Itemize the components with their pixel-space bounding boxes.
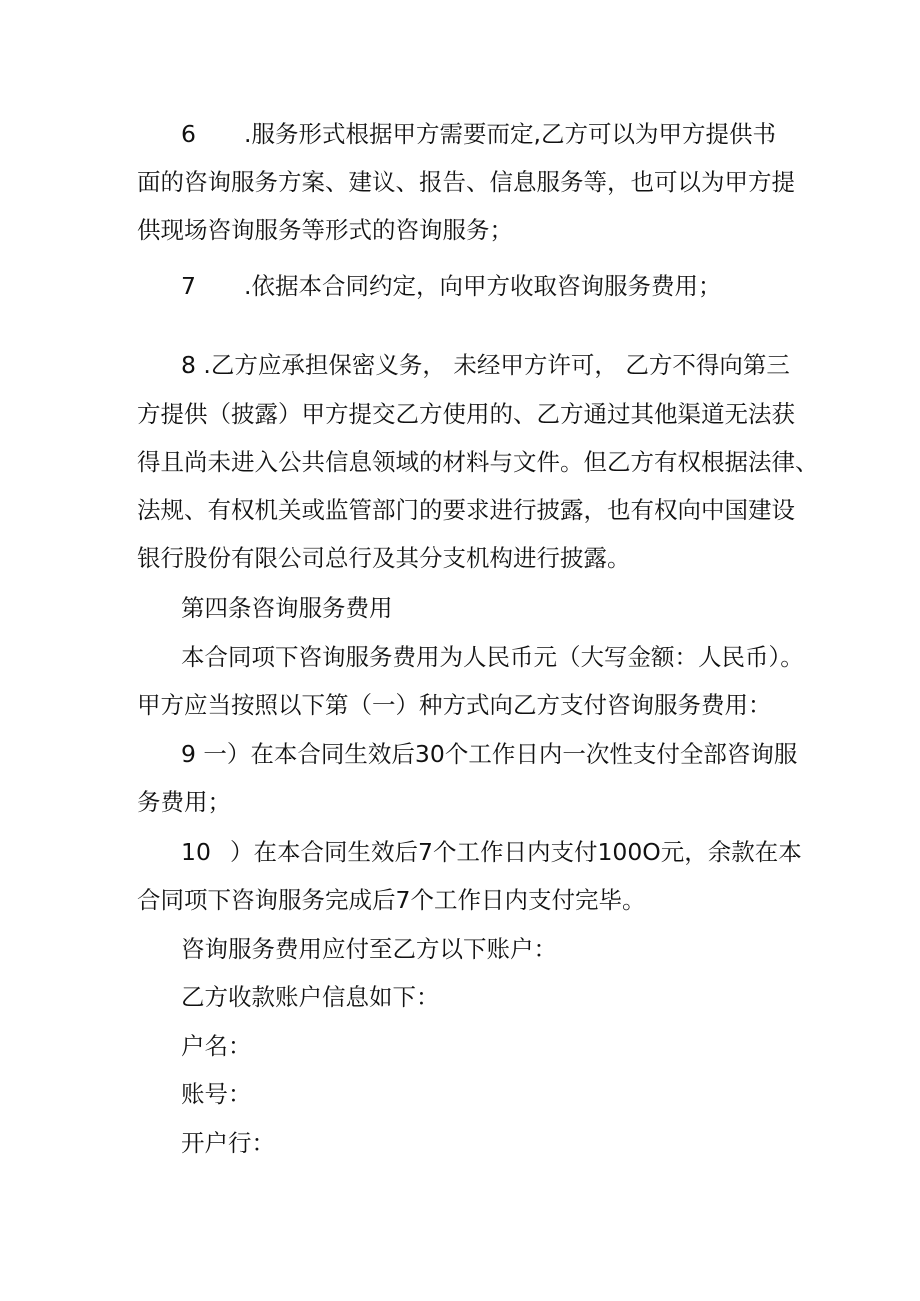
item7-text-line1: .依据本合同约定，向甲方收取咨询服务费用； [244,272,722,300]
item6-text-line2: 面的咨询服务方案、建议、报告、信息服务等，也可以为甲方提 [137,168,795,196]
item8-text-line3: 得且尚未进入公共信息领域的材料与文件。但乙方有权根据法律、 [137,448,819,476]
item6-text-line1: .服务形式根据甲方需要而定,乙方可以为甲方提供书 [244,120,776,148]
item9-text-line2: 务费用； [137,788,231,816]
item10-number: 10 [181,838,211,866]
fee-line2: 甲方应当按照以下第（一）种方式向乙方支付咨询服务费用： [137,691,772,719]
item6-line1 [181,118,196,150]
item8-text-line1: 8 .乙方应承担保密义务， 未经甲方许可， 乙方不得向第三 [181,351,790,379]
item10-text-line1: ）在本合同生效后7个工作日内支付100O元，余款在本 [230,838,802,866]
item10-text-line2: 合同项下咨询服务完成后7个工作日内支付完毕。 [137,886,646,914]
item8-text-line2: 方提供（披露）甲方提交乙方使用的、乙方通过其他渠道无法获 [137,400,795,428]
item8-text-line5: 银行股份有限公司总行及其分支机构进行披露。 [137,544,631,572]
account-intro: 咨询服务费用应付至乙方以下账户： [181,935,557,963]
account-name-label: 户名： [181,1032,252,1060]
item8-text-line4: 法规、有权机关或监管部门的要求进行披露，也有权向中国建设 [137,496,795,524]
item9-text-line1: 9 一）在本合同生效后30个工作日内一次性支付全部咨询服 [181,740,798,768]
item7-number: 7 [181,272,196,300]
fee-line1: 本合同项下咨询服务费用为人民币元（大写金额：人民币）。 [181,643,804,671]
bank-label: 开户行： [181,1129,275,1157]
item6-number: 6 [181,120,196,148]
account-info-heading: 乙方收款账户信息如下： [181,983,440,1011]
item6-text-line3: 供现场咨询服务等形式的咨询服务； [137,216,513,244]
account-number-label: 账号： [181,1080,252,1108]
article4-title: 第四条咨询服务费用 [181,594,393,622]
